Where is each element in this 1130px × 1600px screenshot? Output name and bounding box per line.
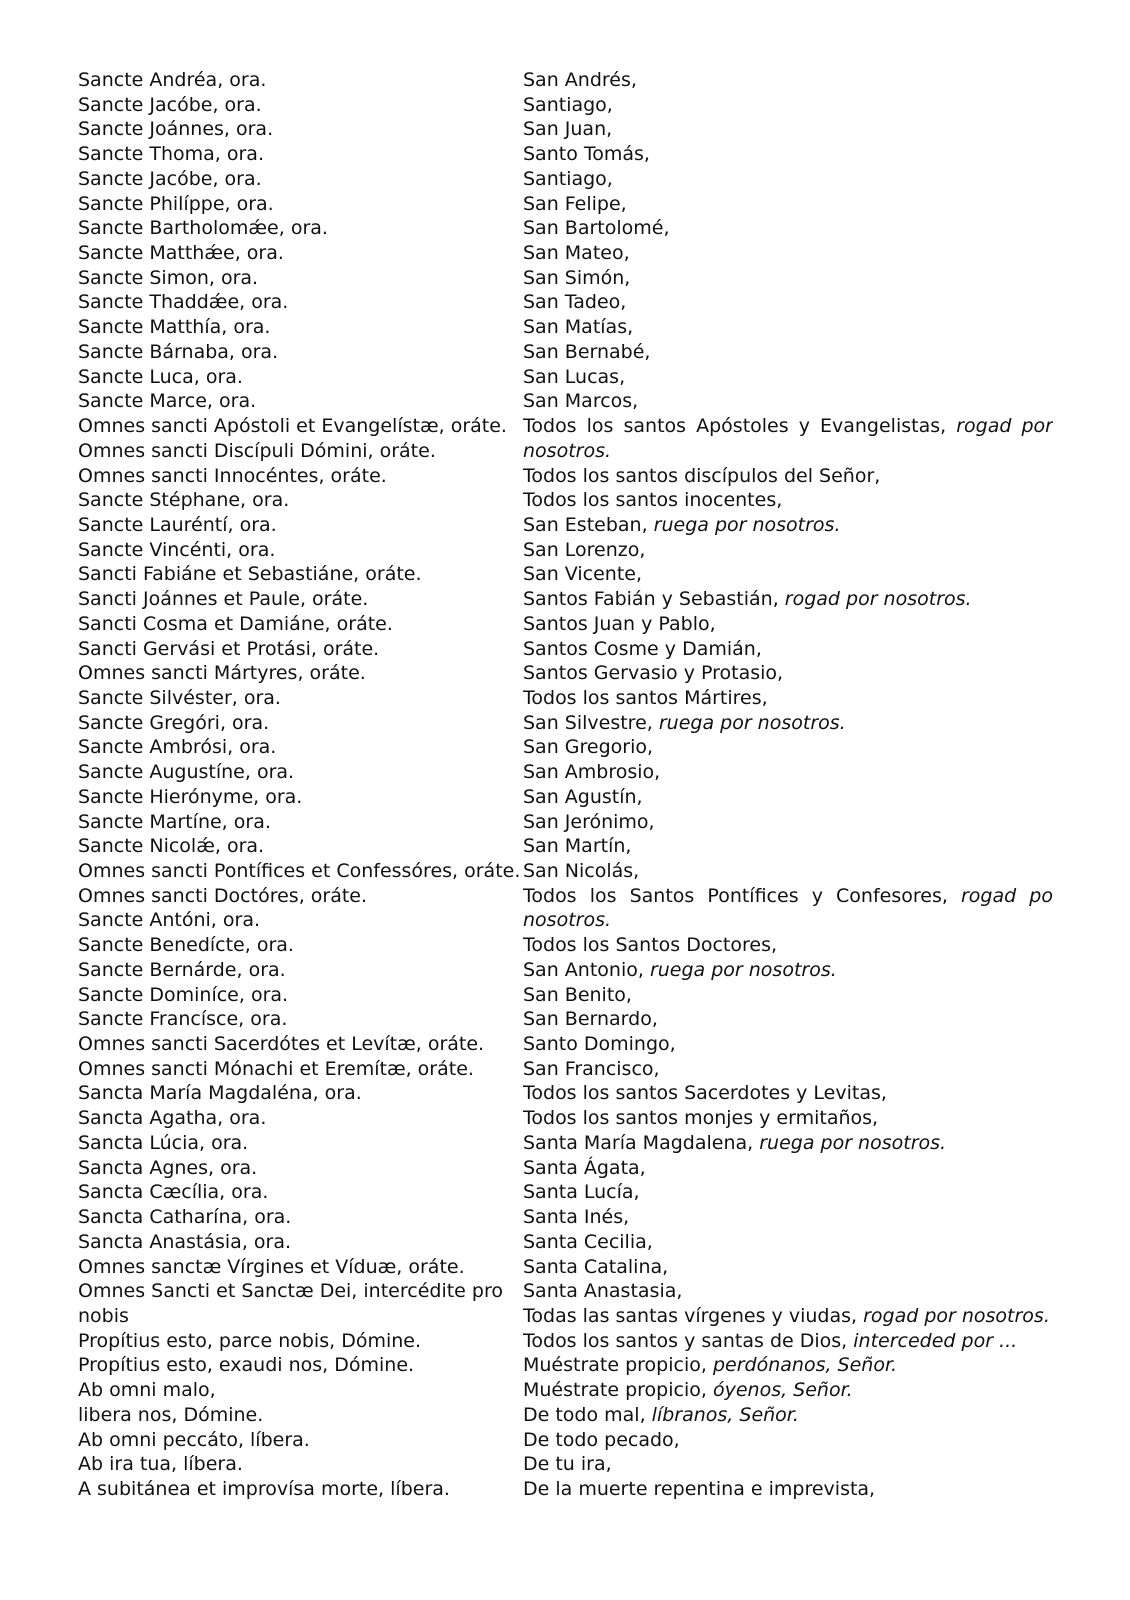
spanish-line-response: rogad por — [956, 415, 1053, 438]
spanish-line-text: San Bernardo, — [523, 1008, 658, 1031]
spanish-line-text: San Antonio, — [523, 958, 650, 981]
spanish-line — [523, 167, 1053, 192]
spanish-line-response: rogad por nosotros. — [784, 588, 972, 611]
latin-line: Sancte Jacóbe, ora. — [78, 93, 262, 116]
spanish-line — [523, 513, 1053, 538]
latin-line: Sancte Ambrósi, ora. — [78, 736, 277, 759]
spanish-line — [523, 488, 1053, 513]
spanish-line-text: Santa Catalina, — [523, 1255, 669, 1278]
spanish-line-response: óyenos, Señor. — [712, 1379, 853, 1402]
latin-line: Sancta Anastásia, ora. — [78, 1230, 292, 1253]
spanish-line-text: Santos Juan y Pablo, — [523, 612, 716, 635]
latin-line: Sancti Fabiáne et Sebastiáne, oráte. — [78, 563, 422, 586]
latin-line: Sancte Francísce, ora. — [78, 1008, 288, 1031]
spanish-line — [523, 859, 1053, 884]
latin-line: Sancte Silvéster, ora. — [78, 686, 281, 709]
spanish-line-text: San Lucas, — [523, 365, 626, 388]
spanish-line-text: San Esteban, — [523, 513, 654, 536]
spanish-line-text: Todos los santos y santas de Dios, — [523, 1329, 854, 1352]
spanish-line — [523, 983, 1053, 1008]
latin-line: Omnes sancti Doctóres, oráte. — [78, 884, 368, 907]
latin-line: Sancta Catharína, ora. — [78, 1206, 292, 1229]
spanish-line-response: ruega por nosotros. — [649, 958, 837, 981]
spanish-line-text: San Ambrosio, — [523, 761, 661, 784]
spanish-line-response: ruega por nosotros. — [759, 1131, 947, 1154]
spanish-line-response: perdónanos, Señor. — [712, 1354, 898, 1377]
spanish-line-text: De la muerte repentina e imprevista, — [523, 1477, 876, 1500]
spanish-line-text: San Jerónimo, — [523, 810, 655, 833]
latin-line: Omnes sancti Apóstoli et Evangelístæ, oráte. — [78, 415, 507, 438]
spanish-line — [523, 340, 1053, 365]
spanish-line — [523, 1255, 1053, 1280]
latin-line: nobis — [78, 1304, 129, 1327]
spanish-line — [523, 365, 1053, 390]
latin-line: Sancte Bartholomǽe, ora. — [78, 217, 328, 240]
spanish-line — [523, 315, 1053, 340]
spanish-line-text: Muéstrate propicio, — [523, 1379, 713, 1402]
latin-line: Ab omni malo, — [78, 1379, 216, 1402]
latin-line: Sancte Vincénti, ora. — [78, 538, 276, 561]
spanish-column — [523, 68, 1053, 1502]
spanish-line — [523, 1452, 1053, 1477]
latin-line: Omnes Sancti et Sanctæ Dei, intercédite pro — [78, 1280, 503, 1303]
spanish-line — [523, 1106, 1053, 1131]
latin-line: Sancta Cæcília, ora. — [78, 1181, 269, 1204]
latin-line: Omnes sancti Mónachi et Eremítæ, oráte. — [78, 1057, 474, 1080]
spanish-line-text: San Benito, — [523, 983, 632, 1006]
spanish-line — [523, 661, 1053, 686]
spanish-line — [523, 1057, 1053, 1082]
latin-line: Sancte Nicolǽ, ora. — [78, 835, 265, 858]
spanish-line-text: Todos los santos discípulos del Señor, — [523, 464, 881, 487]
spanish-line — [523, 1378, 1053, 1403]
latin-line: Sancte Dominíce, ora. — [78, 983, 289, 1006]
spanish-line — [523, 1477, 1053, 1502]
spanish-line-text: Todas las santas vírgenes y viudas, — [523, 1304, 864, 1327]
spanish-line-text: San Juan, — [523, 118, 613, 141]
latin-line: Sancte Matthía, ora. — [78, 316, 271, 339]
spanish-line-text: Todos los santos inocentes, — [523, 489, 783, 512]
spanish-line-text: San Bartolomé, — [523, 217, 670, 240]
spanish-line — [523, 637, 1053, 662]
latin-line: Sancte Benedícte, ora. — [78, 934, 294, 957]
latin-line: Sancte Augustíne, ora. — [78, 761, 295, 784]
spanish-line — [523, 1032, 1053, 1057]
spanish-line-text: Muéstrate propicio, — [523, 1354, 713, 1377]
latin-line: Sancte Hierónyme, ora. — [78, 785, 303, 808]
latin-line: Sancti Joánnes et Paule, oráte. — [78, 588, 369, 611]
spanish-line — [523, 414, 1053, 439]
spanish-line-text: Santa Anastasia, — [523, 1280, 683, 1303]
spanish-line-response: interceded por ... — [853, 1329, 1018, 1352]
spanish-line — [523, 389, 1053, 414]
latin-line: Sancta María Magdaléna, ora. — [78, 1082, 362, 1105]
spanish-line — [523, 810, 1053, 835]
spanish-line — [523, 216, 1053, 241]
spanish-line — [523, 439, 1053, 464]
spanish-line — [523, 117, 1053, 142]
spanish-line — [523, 1428, 1053, 1453]
latin-line: Ab ira tua, líbera. — [78, 1453, 243, 1476]
spanish-line — [523, 290, 1053, 315]
latin-line: Sancte Stéphane, ora. — [78, 489, 290, 512]
latin-line: Propítius esto, exaudi nos, Dómine. — [78, 1354, 415, 1377]
spanish-line-text: Santa Ágata, — [523, 1156, 646, 1179]
spanish-line-response: rogad po — [961, 884, 1053, 907]
spanish-line-text: San Felipe, — [523, 192, 627, 215]
spanish-line — [523, 93, 1053, 118]
latin-line: Sancta Lúcia, ora. — [78, 1131, 249, 1154]
spanish-line — [523, 192, 1053, 217]
spanish-line-text: San Marcos, — [523, 390, 639, 413]
spanish-line — [523, 142, 1053, 167]
spanish-line-text: Santa Cecilia, — [523, 1230, 653, 1253]
spanish-line — [523, 1081, 1053, 1106]
latin-line: Sancta Agnes, ora. — [78, 1156, 258, 1179]
spanish-line-text: Santa Inés, — [523, 1206, 630, 1229]
spanish-line — [523, 834, 1053, 859]
latin-line: Sancte Antóni, ora. — [78, 909, 261, 932]
spanish-line — [523, 612, 1053, 637]
spanish-line-text: Todos los Santos Pontífices y Confesores, — [523, 884, 961, 907]
spanish-line-text: Todos los santos monjes y ermitaños, — [523, 1107, 879, 1130]
spanish-line-text: San Francisco, — [523, 1057, 660, 1080]
spanish-line — [523, 908, 1053, 933]
spanish-line — [523, 538, 1053, 563]
spanish-line — [523, 68, 1053, 93]
spanish-line-text: San Lorenzo, — [523, 538, 646, 561]
spanish-line — [523, 266, 1053, 291]
spanish-line — [523, 1007, 1053, 1032]
spanish-line-text: San Andrés, — [523, 69, 637, 91]
latin-line: Sancte Jacóbe, ora. — [78, 167, 262, 190]
latin-line: Ab omni peccáto, líbera. — [78, 1428, 310, 1451]
latin-line: Omnes sancti Mártyres, oráte. — [78, 662, 366, 685]
spanish-line-response: ruega por nosotros. — [658, 711, 846, 734]
latin-line: Sancte Joánnes, ora. — [78, 118, 274, 141]
spanish-line-text: De tu ira, — [523, 1453, 612, 1476]
latin-line: Sancta Agatha, ora. — [78, 1107, 267, 1130]
spanish-line-text: Santo Tomás, — [523, 143, 650, 166]
spanish-line-text: San Matías, — [523, 316, 634, 339]
latin-line: Sancti Cosma et Damiáne, oráte. — [78, 612, 393, 635]
spanish-line — [523, 760, 1053, 785]
spanish-line — [523, 933, 1053, 958]
latin-line: Sancte Gregóri, ora. — [78, 711, 270, 734]
latin-line: Omnes sancti Discípuli Dómini, oráte. — [78, 439, 436, 462]
spanish-line-text: San Bernabé, — [523, 340, 651, 363]
latin-line: Sancte Marce, ora. — [78, 390, 257, 413]
spanish-line — [523, 1205, 1053, 1230]
spanish-line-text: De todo mal, — [523, 1403, 652, 1426]
spanish-line — [523, 1156, 1053, 1181]
spanish-line-text: Todos los santos Mártires, — [523, 686, 768, 709]
spanish-line-text: San Silvestre, — [523, 711, 659, 734]
latin-line: libera nos, Dómine. — [78, 1403, 264, 1426]
spanish-line-response: nosotros. — [523, 909, 612, 932]
latin-line: Sancte Luca, ora. — [78, 365, 243, 388]
latin-line: Sancte Matthǽe, ora. — [78, 242, 284, 265]
spanish-line-text: Santa Lucía, — [523, 1181, 640, 1204]
latin-line: Sancte Bárnaba, ora. — [78, 340, 279, 363]
latin-line: Sancti Gervási et Protási, oráte. — [78, 637, 380, 660]
spanish-line — [523, 1353, 1053, 1378]
spanish-line — [523, 562, 1053, 587]
latin-line: A subitánea et improvísa morte, líbera. — [78, 1477, 450, 1500]
latin-line: Omnes sancti Sacerdótes et Levítæ, oráte. — [78, 1033, 485, 1056]
latin-line: Propítius esto, parce nobis, Dómine. — [78, 1329, 422, 1352]
spanish-line-response: ruega por nosotros. — [653, 513, 841, 536]
spanish-line — [523, 587, 1053, 612]
latin-line: Sancte Philíppe, ora. — [78, 192, 274, 215]
spanish-line — [523, 711, 1053, 736]
spanish-line — [523, 1279, 1053, 1304]
latin-column — [78, 68, 521, 1502]
latin-line: Omnes sancti Innocéntes, oráte. — [78, 464, 387, 487]
spanish-line-text: San Mateo, — [523, 242, 630, 265]
spanish-line-text: San Martín, — [523, 835, 632, 858]
spanish-line-text: San Agustín, — [523, 785, 643, 808]
spanish-line — [523, 1304, 1053, 1329]
spanish-line — [523, 735, 1053, 760]
spanish-line-text: Santos Fabián y Sebastián, — [523, 588, 785, 611]
latin-line: Sancte Simon, ora. — [78, 266, 259, 289]
spanish-line-text: San Simón, — [523, 266, 631, 289]
spanish-line — [523, 1329, 1053, 1354]
latin-line: Sancte Thaddǽe, ora. — [78, 291, 289, 314]
spanish-line-text: San Gregorio, — [523, 736, 654, 759]
latin-line: Omnes sancti Pontífices et Confessóres, oráte. — [78, 860, 521, 882]
spanish-line-text: Santa María Magdalena, — [523, 1131, 760, 1154]
spanish-line — [523, 884, 1053, 909]
spanish-line-text: Santos Cosme y Damián, — [523, 637, 762, 660]
spanish-line-text: San Tadeo, — [523, 291, 627, 314]
spanish-line-text: Santo Domingo, — [523, 1033, 676, 1056]
spanish-line — [523, 1230, 1053, 1255]
spanish-line-response: nosotros. — [523, 439, 612, 462]
spanish-line — [523, 1403, 1053, 1428]
spanish-line — [523, 686, 1053, 711]
spanish-line — [523, 1131, 1053, 1156]
spanish-line-text: Todos los santos Apóstoles y Evangelistas, — [523, 415, 957, 438]
spanish-line — [523, 958, 1053, 983]
spanish-line-text: San Nicolás, — [523, 860, 640, 882]
spanish-line-text: Santos Gervasio y Protasio, — [523, 662, 784, 685]
spanish-line-text: Todos los santos Sacerdotes y Levitas, — [523, 1082, 887, 1105]
latin-line: Sancte Thoma, ora. — [78, 143, 264, 166]
latin-line: Omnes sanctæ Vírgines et Víduæ, oráte. — [78, 1255, 465, 1278]
spanish-line-text: San Vicente, — [523, 563, 643, 586]
spanish-line-text: Santiago, — [523, 93, 613, 116]
spanish-line-text: Santiago, — [523, 167, 613, 190]
spanish-line-text: Todos los Santos Doctores, — [523, 934, 778, 957]
spanish-line — [523, 785, 1053, 810]
latin-line: Sancte Bernárde, ora. — [78, 958, 286, 981]
latin-line: Sancte Martíne, ora. — [78, 810, 271, 833]
spanish-line — [523, 241, 1053, 266]
spanish-line — [523, 464, 1053, 489]
spanish-line — [523, 1180, 1053, 1205]
spanish-line-text: De todo pecado, — [523, 1428, 680, 1451]
latin-line: Sancte Lauréntí, ora. — [78, 513, 277, 536]
spanish-line-response: líbranos, Señor. — [651, 1403, 799, 1426]
latin-line: Sancte Andréa, ora. — [78, 69, 267, 91]
spanish-line-response: rogad por nosotros. — [863, 1304, 1050, 1327]
